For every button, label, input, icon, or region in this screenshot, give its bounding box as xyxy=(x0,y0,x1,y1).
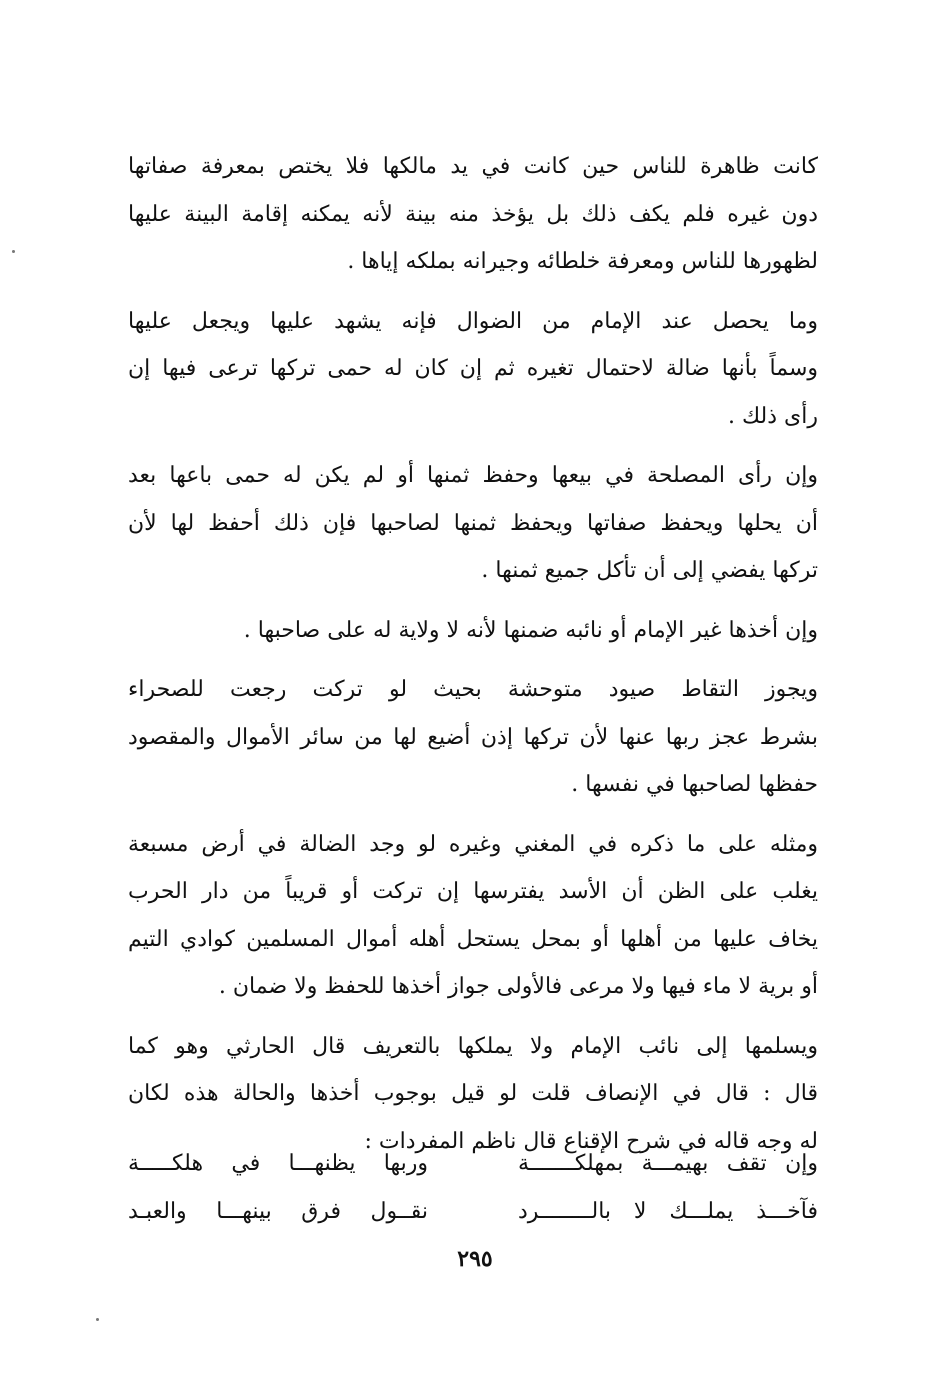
text-line: أو برية لا ماء فيها ولا مرعى فالأولى جواز أخذها للحفظ ولا ضمان . xyxy=(218,974,818,999)
text-line: بشرط عجز ربها عنها لأن تركها إذن أضيع لها من سائر الأموال والمقصود xyxy=(128,724,818,750)
text-line: وإن أخذها غير الإمام أو نائبه ضمنها لأنه لا ولاية له على صاحبها . xyxy=(243,617,818,643)
poem-verse-2 xyxy=(128,1188,818,1236)
paragraph-5 xyxy=(128,666,818,809)
text-line: قال : قال في الإنصاف قلت لو قيل بوجوب أخذها والحالة هذه لكان xyxy=(128,1081,818,1106)
text-line: يغلب على الظن أن الأسد يفترسها إن تركت أو قريباً من دار الحرب xyxy=(128,879,818,904)
text-line: كانت ظاهرة للناس حين كانت في يد مالكها فلا يختص بمعرفة صفاتها xyxy=(128,154,818,179)
text-line: وسماً بأنها ضالة لاحتمال تغيره ثم إن كان له حمى تركها ترعى فيها إن xyxy=(128,356,818,381)
paragraph-1 xyxy=(128,143,818,286)
text-line: دون غيره فلم يكف ذلك بل يؤخذ منه بينة لأنه يمكنه إقامة البينة عليها xyxy=(128,201,818,227)
hemistich-second: نقــول فرق بينهـــا والعبـد xyxy=(128,1199,428,1224)
text-line: يخاف عليها من أهلها أو بمحل يستحل أهله أموال المسلمين كوادي التيم xyxy=(128,926,818,952)
paragraph-6 xyxy=(128,821,818,1011)
paragraph-4 xyxy=(128,607,818,655)
poem-verse-1 xyxy=(128,1140,818,1188)
text-line: وما يحصل عند الإمام من الضوال فإنه يشهد عليها ويجعل عليها xyxy=(128,308,818,334)
text-line: له وجه قاله في شرح الإقناع قال ناظم المفردات : xyxy=(364,1128,818,1154)
paragraph-2 xyxy=(128,298,818,441)
text-line: لظهورها للناس ومعرفة خلطائه وجيرانه بملكه إياها . xyxy=(347,249,818,274)
text-line: ومثله على ما ذكره في المغني وغيره لو وجد الضالة في أرض مسبعة xyxy=(128,831,818,857)
text-line: وإن رأى المصلحة في بيعها وحفظ ثمنها أو لم يكن له حمى باعها بعد xyxy=(128,463,818,488)
scan-speck xyxy=(96,1318,99,1321)
hemistich-first: فآخـــذ يملـــك لا بالــــــــرد xyxy=(518,1199,818,1224)
text-line: رأى ذلك . xyxy=(728,403,818,429)
text-line: حفظها لصاحبها في نفسها . xyxy=(571,772,818,797)
body-text xyxy=(128,143,818,1177)
text-line: تركها يفضي إلى أن تأكل جميع ثمنها . xyxy=(481,558,818,583)
hemistich-second: وربها يظنهـــا في هلكـــــة xyxy=(128,1151,428,1176)
text-line: ويسلمها إلى نائب الإمام ولا يملكها بالتعريف قال الحارثي وهو كما xyxy=(128,1033,818,1059)
text-line: ويجوز التقاط صيود متوحشة بحيث لو تركت رجعت للصحراء xyxy=(128,677,818,702)
page-number: ٢٩٥ xyxy=(457,1246,493,1272)
hemistich-first: وإن تقف بهيمـــة بمهلكـــــــة xyxy=(518,1151,818,1176)
poem xyxy=(128,1140,818,1236)
scan-speck xyxy=(12,250,15,253)
paragraph-3 xyxy=(128,452,818,595)
text-line: أن يحلها ويحفظ صفاتها ويحفظ ثمنها لصاحبها فإن ذلك أحفظ لها لأن xyxy=(128,510,818,536)
